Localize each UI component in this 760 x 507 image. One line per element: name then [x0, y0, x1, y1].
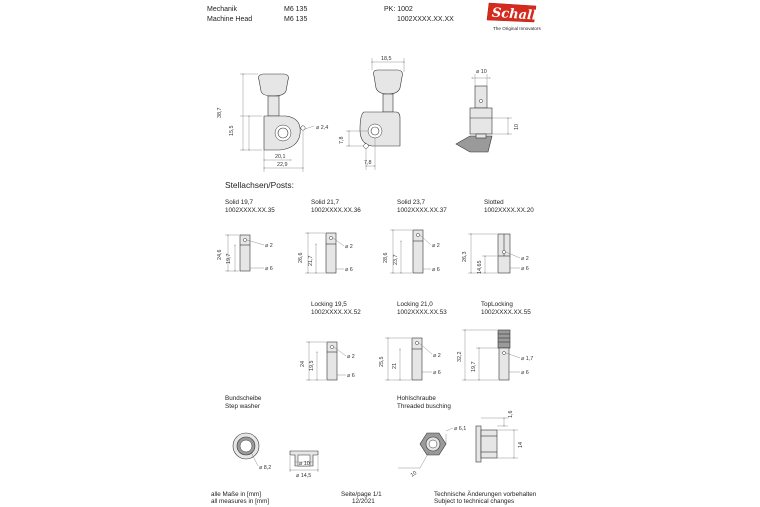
post-drawing-slotted — [468, 234, 520, 273]
post-dia-slotted: ⌀ 6 — [521, 266, 529, 272]
footer-measures-en: all measures in [mm] — [211, 498, 270, 505]
bushing-label-de: Hohlschraube — [397, 395, 436, 402]
washer-dim-1: ⌀ 8,2 — [259, 465, 272, 471]
post-hole-solid-23-7: ⌀ 2 — [432, 243, 440, 249]
post-code-toplocking: 1002XXXX.XX.55 — [481, 309, 531, 316]
post-name-locking-21-0: Locking 21,0 — [397, 301, 433, 308]
post-h2-solid-19-7: 19,7 — [226, 253, 232, 264]
footer-page: Seite/page 1/1 — [341, 491, 382, 498]
header-article: 1002XXXX.XX.XX — [397, 16, 454, 23]
side-dim-height: 7,8 — [339, 136, 345, 144]
post-hole-locking-19-5: ⌀ 2 — [347, 354, 355, 360]
post-code-solid-21-7: 1002XXXX.XX.36 — [311, 207, 361, 214]
post-name-solid-23-7: Solid 23,7 — [397, 199, 426, 206]
post-drawing-locking-21-0 — [385, 338, 432, 380]
post-code-solid-23-7: 1002XXXX.XX.37 — [397, 207, 447, 214]
post-h1-solid-21-7: 26,6 — [298, 252, 304, 263]
post-dia-solid-21-7: ⌀ 6 — [345, 267, 353, 273]
side-view — [346, 58, 404, 170]
post-name-locking-19-5: Locking 19,5 — [311, 301, 347, 308]
post-h2-toplocking: 19,7 — [471, 361, 477, 372]
post-code-slotted: 1002XXXX.XX.20 — [484, 207, 534, 214]
post-drawing-solid-21-7 — [305, 233, 344, 273]
header-model-1: M6 135 — [284, 6, 308, 13]
post-h1-locking-21-0: 25,5 — [379, 356, 385, 367]
top-dim-dia: ⌀ 10 — [476, 69, 487, 75]
top-view — [456, 74, 512, 152]
front-dim-hole: ⌀ 2,4 — [316, 125, 329, 131]
schaller-logo — [487, 3, 554, 25]
post-h1-locking-19-5: 24 — [300, 361, 306, 367]
washer-label-de: Bundscheibe — [225, 395, 262, 402]
post-h1-solid-19-7: 24,6 — [217, 249, 223, 260]
header-name-en: Machine Head — [207, 16, 253, 23]
bushing-dim-length: 14 — [518, 442, 524, 448]
front-dim-width-2: 22,9 — [277, 162, 288, 168]
footer-measures-de: alle Maße in [mm] — [211, 491, 262, 498]
bushing-label-en: Threaded busching — [397, 403, 451, 410]
washer-dim-3: ⌀ 14,5 — [296, 473, 312, 479]
top-dim-height: 10 — [514, 124, 520, 130]
post-dia-solid-19-7: ⌀ 6 — [265, 266, 273, 272]
header-pk: PK: 1002 — [384, 6, 413, 13]
post-code-locking-19-5: 1002XXXX.XX.52 — [311, 309, 361, 316]
post-drawing-solid-23-7 — [390, 230, 431, 273]
post-name-solid-19-7: Solid 19,7 — [225, 199, 254, 206]
post-hole-locking-21-0: ⌀ 2 — [433, 353, 441, 359]
logo-tagline: The Original Innovators — [493, 26, 541, 31]
post-h1-toplocking: 32,2 — [457, 351, 463, 362]
post-h2-locking-21-0: 21 — [392, 363, 398, 369]
header-name-de: Mechanik — [207, 6, 237, 13]
footer-date: 12/2021 — [352, 498, 375, 505]
post-h2-locking-19-5: 19,5 — [309, 360, 315, 371]
post-code-solid-19-7: 1002XXXX.XX.35 — [225, 207, 275, 214]
post-name-slotted: Slotted — [484, 199, 504, 206]
post-dia-locking-21-0: ⌀ 6 — [433, 370, 441, 376]
bushing-dim-flange: 1,6 — [508, 410, 514, 418]
side-dim-offset: 7,8 — [364, 160, 372, 166]
side-dim-width: 18,5 — [381, 56, 392, 62]
post-h1-slotted: 26,3 — [462, 251, 468, 262]
washer-dim-2: ⌀ 10 — [299, 461, 310, 467]
post-code-locking-21-0: 1002XXXX.XX.53 — [397, 309, 447, 316]
footer-note-en: Subject to technical changes — [434, 498, 515, 505]
footer-note-de: Technische Änderungen vorbehalten — [434, 491, 537, 498]
logo-text: Schaller — [491, 5, 553, 25]
post-dia-locking-19-5: ⌀ 6 — [347, 373, 355, 379]
header-model-2: M6 135 — [284, 16, 308, 23]
post-name-toplocking: TopLocking — [481, 301, 513, 308]
front-dim-height: 38,7 — [217, 107, 223, 118]
post-drawing-solid-19-7 — [225, 235, 264, 271]
post-name-solid-21-7: Solid 21,7 — [311, 199, 340, 206]
bushing-dim-dia: ⌀ 6,1 — [454, 426, 467, 432]
post-h2-slotted: 14,65 — [477, 260, 483, 274]
post-hole-solid-19-7: ⌀ 2 — [265, 243, 273, 249]
front-dim-width-1: 20,1 — [275, 154, 286, 160]
front-dim-body: 15,5 — [229, 125, 235, 136]
posts-section-title: Stellachsen/Posts: — [225, 180, 294, 190]
post-hole-toplocking: ⌀ 1,7 — [521, 356, 534, 362]
washer-label-en: Step washer — [225, 403, 261, 410]
post-h2-solid-21-7: 21,7 — [308, 255, 314, 266]
post-hole-solid-21-7: ⌀ 2 — [345, 244, 353, 250]
post-hole-slotted: ⌀ 2 — [521, 256, 529, 262]
post-dia-solid-23-7: ⌀ 6 — [432, 267, 440, 273]
post-h2-solid-23-7: 23,7 — [393, 254, 399, 265]
bushing-dim-width: 10 — [409, 470, 419, 479]
post-h1-solid-23-7: 28,6 — [383, 252, 389, 263]
post-dia-toplocking: ⌀ 6 — [521, 370, 529, 376]
